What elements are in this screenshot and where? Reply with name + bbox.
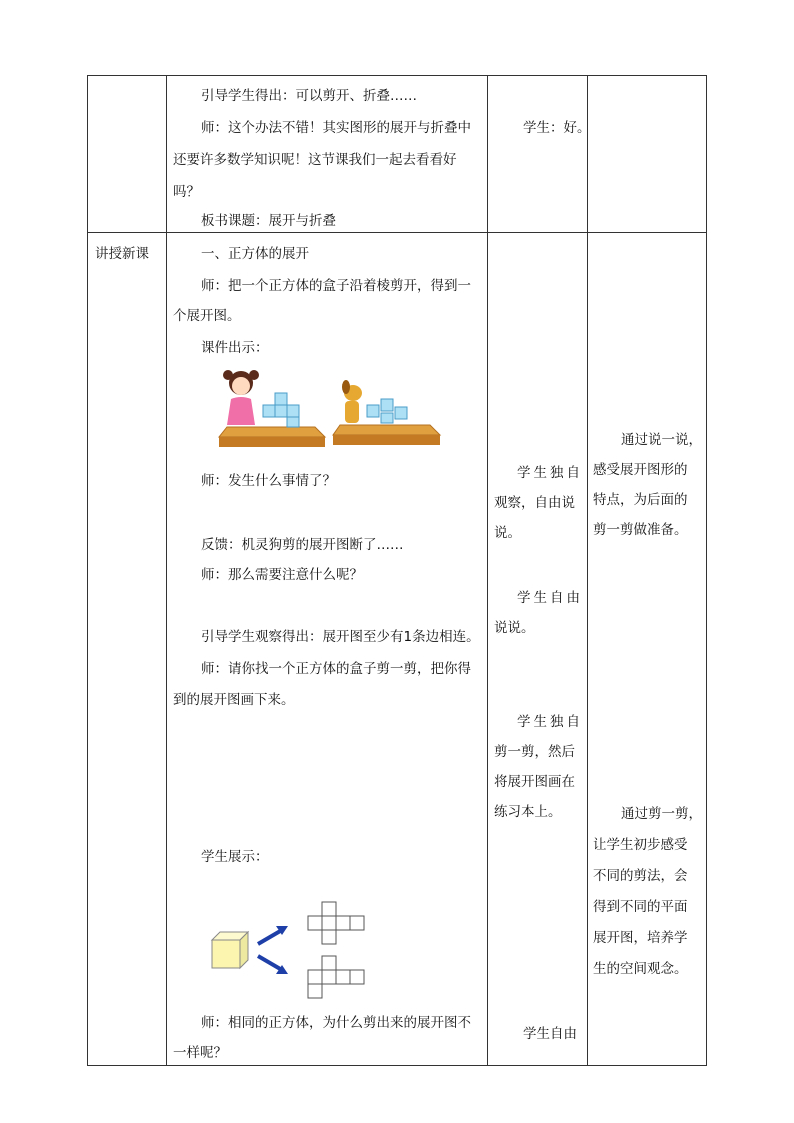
content-line-1b: 个展开图。 xyxy=(173,308,241,324)
left-table-front xyxy=(219,437,325,447)
dog-net xyxy=(367,399,407,423)
net-top xyxy=(308,902,364,944)
yellow-cube xyxy=(212,932,248,968)
intent-2-line-6: 生的空间观念。 xyxy=(593,961,688,977)
row1-line-1: 引导学生得出：可以剪开、折叠…… xyxy=(201,88,417,104)
girl-body xyxy=(227,397,255,425)
student-activity-3-line-1: 学生独自 xyxy=(517,714,583,730)
row1-line-5: 板书课题：展开与折叠 xyxy=(201,213,336,229)
dog-ear xyxy=(342,380,350,394)
cube-nets-diagram xyxy=(210,898,370,1000)
table-border-right xyxy=(706,75,707,1066)
girl-face xyxy=(232,377,250,395)
student-activity-1-line-3: 说。 xyxy=(494,525,521,541)
question-4a: 师：相同的正方体，为什么剪出来的展开图不 xyxy=(201,1015,471,1031)
table-col-divider-2 xyxy=(487,75,488,1066)
table-border-bottom xyxy=(87,1065,707,1066)
intent-2-line-2: 让学生初步感受 xyxy=(593,837,688,853)
student-activity-1-line-2: 观察，自由说 xyxy=(494,495,575,511)
table-col-divider-3 xyxy=(587,75,588,1066)
intent-2-line-1: 通过剪一剪， xyxy=(621,806,702,822)
table-border-top xyxy=(87,75,707,76)
courseware-illustration xyxy=(215,365,445,455)
intent-2-line-5: 展开图，培养学 xyxy=(593,930,688,946)
question-2: 师：那么需要注意什么呢？ xyxy=(201,567,363,583)
question-1: 师：发生什么事情了？ xyxy=(201,473,336,489)
net-bottom xyxy=(308,956,364,998)
girl-ponytail-left xyxy=(223,370,233,380)
courseware-label: 课件出示： xyxy=(201,340,269,356)
intent-2-line-3: 不同的剪法，会 xyxy=(593,868,688,884)
table-col-divider-1 xyxy=(166,75,167,1066)
arrow-up xyxy=(258,926,288,944)
intent-1-line-3: 特点，为后面的 xyxy=(593,492,688,508)
right-table-top xyxy=(333,425,440,435)
table-border-left xyxy=(87,75,88,1066)
girl-ponytail-right xyxy=(249,370,259,380)
intent-1-line-4: 剪一剪做准备。 xyxy=(593,522,688,538)
student-show-label: 学生展示： xyxy=(201,849,269,865)
question-3b: 到的展开图画下来。 xyxy=(173,692,295,708)
left-table-top xyxy=(219,427,325,437)
row1-line-3: 还要许多数学知识呢！这节课我们一起去看看好 xyxy=(173,152,457,168)
row1-line-2: 师：这个办法不错！其实图形的展开与折叠中 xyxy=(201,120,471,136)
student-activity-3-line-4: 练习本上。 xyxy=(494,804,562,820)
row1-student: 学生：好。 xyxy=(523,120,591,136)
question-3a: 师：请你找一个正方体的盒子剪一剪，把你得 xyxy=(201,661,471,677)
student-activity-3-line-2: 剪一剪，然后 xyxy=(494,744,575,760)
student-activity-4: 学生自由 xyxy=(523,1026,577,1042)
student-activity-2-line-1: 学生自由 xyxy=(517,590,583,606)
intent-2-line-4: 得到不同的平面 xyxy=(593,899,688,915)
student-activity-1-line-1: 学生独自 xyxy=(517,465,583,481)
row1-line-4: 吗？ xyxy=(173,184,200,200)
right-table-front xyxy=(333,435,440,445)
content-line-1a: 师：把一个正方体的盒子沿着棱剪开，得到一 xyxy=(201,278,471,294)
dog-body xyxy=(345,401,359,423)
question-4b: 一样呢？ xyxy=(173,1045,227,1061)
section-title: 一、正方体的展开 xyxy=(201,246,309,262)
guide-line: 引导学生观察得出：展开图至少有1条边相连。 xyxy=(201,629,480,645)
stage-label: 讲授新课 xyxy=(95,246,149,262)
intent-1-line-1: 通过说一说， xyxy=(621,432,702,448)
intent-1-line-2: 感受展开图形的 xyxy=(593,462,688,478)
girl-net xyxy=(263,393,299,427)
student-activity-2-line-2: 说说。 xyxy=(494,620,535,636)
student-activity-3-line-3: 将展开图画在 xyxy=(494,774,575,790)
table-row-divider xyxy=(87,232,707,233)
arrow-down xyxy=(258,956,288,974)
feedback-line: 反馈：机灵狗剪的展开图断了…… xyxy=(201,537,404,553)
